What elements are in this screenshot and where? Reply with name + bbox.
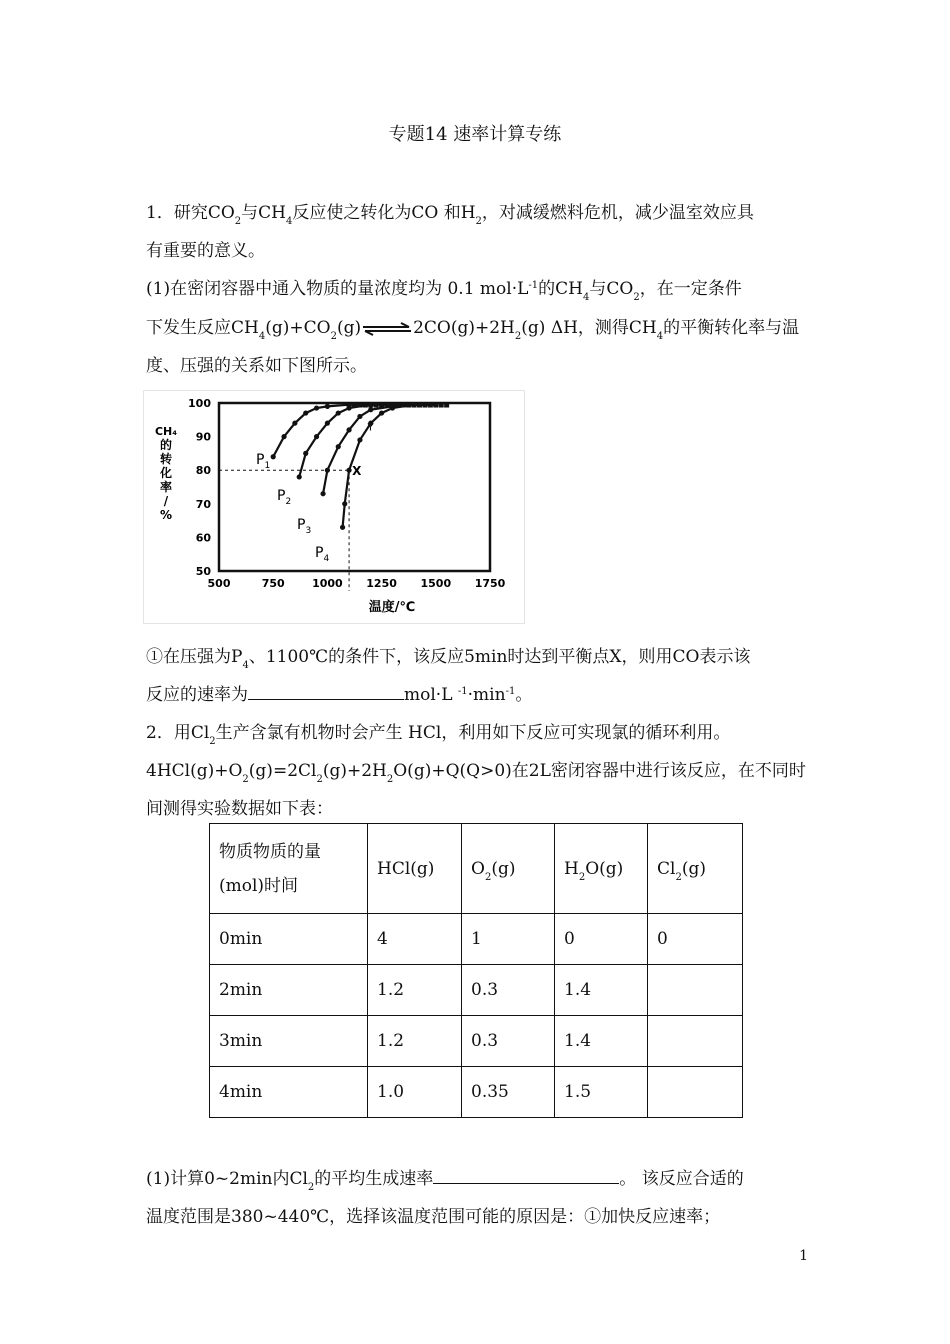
data-point bbox=[303, 410, 308, 415]
table-cell: 1.0 bbox=[368, 1067, 462, 1118]
series-line-p3 bbox=[323, 405, 436, 494]
table-cell: 4 bbox=[368, 914, 462, 965]
data-point bbox=[320, 491, 325, 496]
q2-line-2: $4HCl(g)+O_2(g)=2Cl_2(g)+2H_2O(g)+Q(Q>0)$在2L密闭容器中进行该反应，在不同时 bbox=[146, 761, 806, 785]
y-axis-label-char: 的 bbox=[159, 438, 173, 452]
point-label-y: Y bbox=[367, 422, 374, 434]
plateau-marker bbox=[433, 403, 438, 408]
table-row bbox=[210, 965, 743, 1016]
y-tick-label: 90 bbox=[195, 430, 211, 444]
data-point bbox=[357, 414, 362, 419]
plateau-marker bbox=[439, 403, 444, 408]
q1-subq-line-1: ①在压强为$P_4$、1100℃的条件下，该反应5min时达到平衡点X，则用CO表示该 bbox=[146, 647, 751, 671]
series-label-p1: $P_1$ bbox=[256, 452, 271, 471]
data-point bbox=[336, 410, 341, 415]
plateau-marker bbox=[390, 403, 395, 408]
data-point bbox=[379, 410, 384, 415]
table-cell bbox=[648, 1016, 743, 1067]
q1-subq-line-2: 反应的速率为 mol·L $^{-1}\cdot\min^{-1}$。 bbox=[146, 685, 533, 705]
equilibrium-arrow-icon bbox=[361, 322, 413, 336]
q2-part1-line-1: (1)计算0~2min内$Cl_2$的平均生成速率 。 该反应合适的 bbox=[146, 1169, 744, 1193]
plateau-marker bbox=[417, 403, 422, 408]
answer-blank-2[interactable] bbox=[433, 1169, 619, 1184]
y-tick-label: 50 bbox=[195, 565, 211, 578]
table-cell: 2min bbox=[210, 965, 368, 1016]
data-point bbox=[292, 421, 297, 426]
table-header-row bbox=[210, 824, 743, 914]
plateau-marker bbox=[412, 403, 417, 408]
header-cell-time: 物质物质的量 (mol)时间 bbox=[210, 824, 368, 914]
data-point bbox=[314, 434, 319, 439]
data-point bbox=[325, 421, 330, 426]
page-title: 专题14 速率计算专练 bbox=[388, 124, 562, 145]
table-row bbox=[210, 914, 743, 965]
q1-line-5: 度、压强的关系如下图所示。 bbox=[146, 356, 367, 376]
plateau-marker bbox=[357, 403, 362, 408]
q2-line-3: 间测得实验数据如下表： bbox=[146, 799, 333, 819]
table-row bbox=[210, 1016, 743, 1067]
data-table bbox=[209, 823, 743, 1118]
table-cell: 4min bbox=[210, 1067, 368, 1118]
plateau-marker bbox=[428, 403, 433, 408]
data-point bbox=[346, 427, 351, 432]
series-line-p2 bbox=[299, 405, 436, 477]
table-cell: 1.2 bbox=[368, 965, 462, 1016]
plateau-marker bbox=[363, 403, 368, 408]
plateau-marker bbox=[422, 403, 427, 408]
plateau-marker bbox=[368, 403, 373, 408]
data-point bbox=[336, 444, 341, 449]
data-point bbox=[314, 405, 319, 410]
plateau-marker bbox=[401, 403, 406, 408]
table-cell: 0.3 bbox=[462, 965, 555, 1016]
conversion-chart bbox=[144, 391, 524, 623]
answer-blank-1[interactable] bbox=[248, 685, 404, 700]
table-cell: 1 bbox=[462, 914, 555, 965]
plateau-marker bbox=[374, 403, 379, 408]
y-axis-label-char: 率 bbox=[159, 480, 173, 494]
plateau-marker bbox=[379, 403, 384, 408]
q1-line-4: 下发生反应$CH_4(g)+CO_2(g)$ $2CO(g)+2H_2(g)$ ΔH，测得$CH_4$的平衡转化率与温 bbox=[146, 318, 800, 342]
plot-frame bbox=[219, 403, 490, 571]
table-cell: 3min bbox=[210, 1016, 368, 1067]
series-label-subscript: 2 bbox=[285, 497, 292, 507]
series-label-p4: $P_4$ bbox=[315, 545, 330, 564]
table-cell: 1.2 bbox=[368, 1016, 462, 1067]
table-cell: 1.4 bbox=[555, 1016, 648, 1067]
data-point bbox=[281, 434, 286, 439]
table-cell: 0.3 bbox=[462, 1016, 555, 1067]
table-cell bbox=[648, 1067, 743, 1118]
header-cell-cl2: $Cl_2(g)$ bbox=[648, 824, 743, 914]
data-point bbox=[357, 437, 362, 442]
point-label-x: X bbox=[352, 464, 362, 479]
y-axis-label-char: 转 bbox=[159, 452, 173, 466]
data-point bbox=[271, 454, 276, 459]
conversion-chart-figure bbox=[143, 390, 525, 624]
data-point bbox=[342, 501, 347, 506]
table-row bbox=[210, 1067, 743, 1118]
series-label-subscript: 4 bbox=[323, 554, 330, 564]
page-number: 1 bbox=[799, 1248, 808, 1264]
data-point bbox=[325, 468, 330, 473]
plateau-marker bbox=[406, 403, 411, 408]
y-axis-label-char: / bbox=[163, 494, 169, 508]
data-point bbox=[368, 407, 373, 412]
y-tick-label: 80 bbox=[195, 464, 211, 478]
x-tick-label: 500 bbox=[207, 577, 231, 590]
series-label-p3: $P_3$ bbox=[297, 517, 312, 536]
header-cell-o2: $O_2(g)$ bbox=[462, 824, 555, 914]
table-cell: 0min bbox=[210, 914, 368, 965]
data-point bbox=[346, 468, 351, 473]
data-point bbox=[325, 404, 330, 409]
table-cell: 1.5 bbox=[555, 1067, 648, 1118]
series-label-subscript: 3 bbox=[305, 526, 312, 536]
y-axis-label bbox=[155, 425, 177, 522]
series-label-subscript: 1 bbox=[264, 461, 271, 471]
y-axis-label-char: CH₄ bbox=[154, 425, 178, 438]
x-tick-label: 1250 bbox=[366, 577, 397, 590]
data-point bbox=[340, 525, 345, 530]
y-axis-label-char: % bbox=[159, 508, 173, 522]
plateau-marker bbox=[385, 403, 390, 408]
data-point bbox=[303, 451, 308, 456]
table-cell bbox=[648, 965, 743, 1016]
y-tick-label: 70 bbox=[195, 497, 211, 511]
table-cell: 0.35 bbox=[462, 1067, 555, 1118]
table-cell: 0 bbox=[648, 914, 743, 965]
table-cell: 1.4 bbox=[555, 965, 648, 1016]
q2-line-1: 2．用$Cl_2$生产含氯有机物时会产生 HCl，利用如下反应可实现氯的循环利用。 bbox=[146, 723, 731, 747]
q1-line-2: 有重要的意义。 bbox=[146, 241, 265, 261]
data-point bbox=[297, 474, 302, 479]
x-tick-label: 1000 bbox=[312, 577, 343, 590]
x-axis-label: 温度/℃ bbox=[368, 600, 416, 615]
plateau-marker bbox=[352, 403, 357, 408]
table-cell: 0 bbox=[555, 914, 648, 965]
x-tick-label: 750 bbox=[261, 577, 285, 590]
y-tick-label: 100 bbox=[188, 397, 211, 410]
header-cell-h2o: $H_2O(g)$ bbox=[555, 824, 648, 914]
q1-line-1: 1．研究$CO_2$与$CH_4$反应使之转化为CO 和$H_2$，对减缓燃料危机，减少温室效应具 bbox=[146, 203, 754, 227]
x-tick-label: 1750 bbox=[474, 577, 506, 590]
y-axis-label-char: 化 bbox=[159, 466, 173, 480]
series-label-p2: $P_2$ bbox=[277, 488, 292, 507]
plateau-marker bbox=[444, 403, 449, 408]
q1-line-3: (1)在密闭容器中通入物质的量浓度均为 0.1 $mol\cdot L^{-1}$的$CH_4$与$CO_2$，在一定条件 bbox=[146, 279, 742, 303]
y-tick-label: 60 bbox=[195, 531, 211, 545]
x-tick-label: 1500 bbox=[420, 577, 452, 590]
plateau-marker bbox=[395, 403, 400, 408]
q2-part1-line-2: 温度范围是380~440℃，选择该温度范围可能的原因是：①加快反应速率； bbox=[146, 1207, 721, 1227]
series-line-p1 bbox=[273, 405, 436, 457]
plateau-marker bbox=[347, 403, 352, 408]
header-cell-hcl: HCl(g) bbox=[368, 824, 462, 914]
